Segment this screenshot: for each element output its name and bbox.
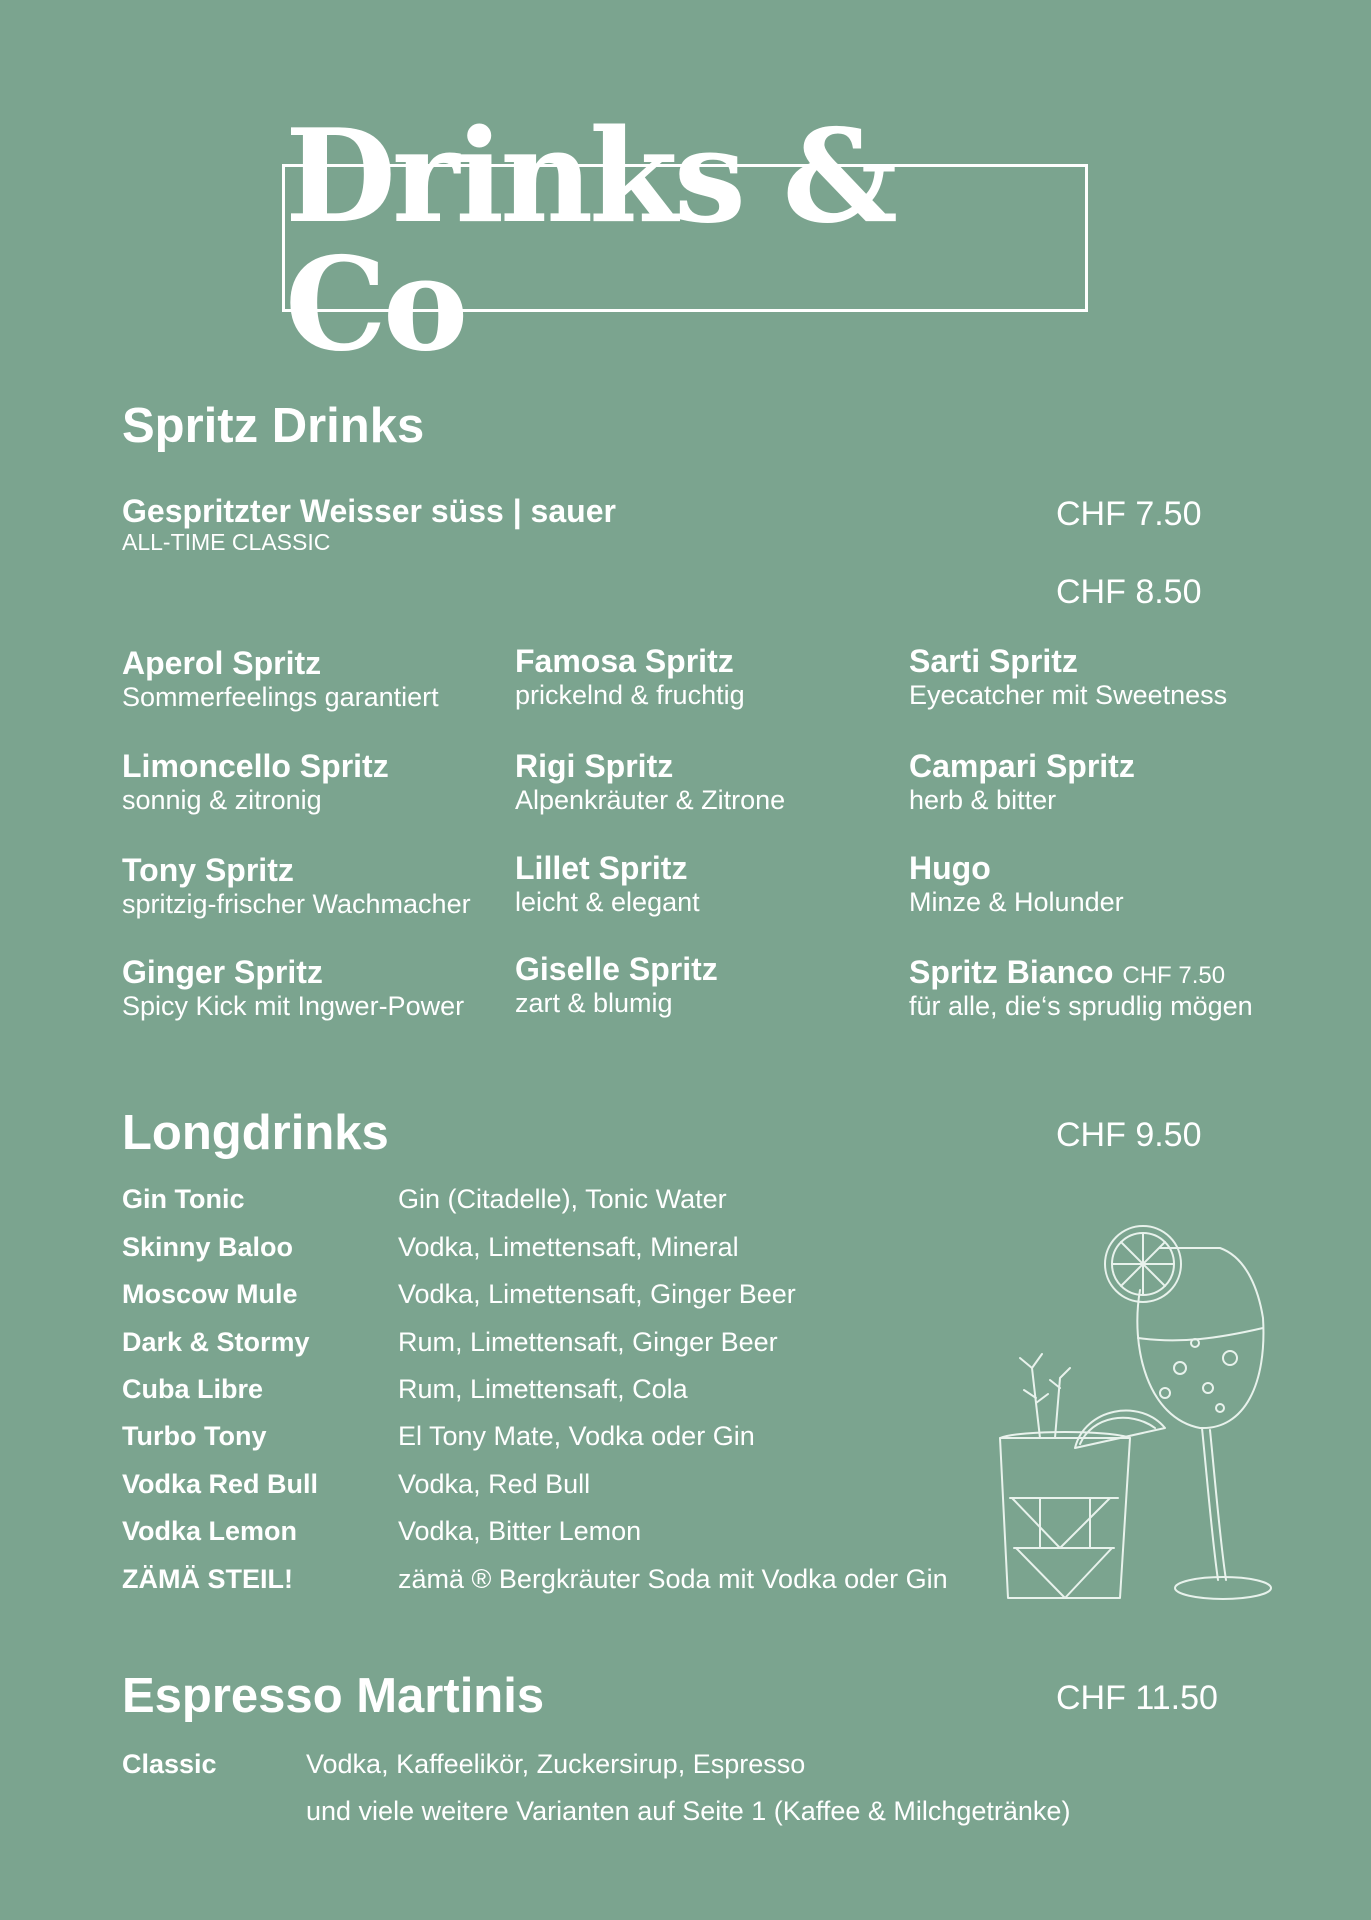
longdrinks-heading: Longdrinks: [122, 1106, 389, 1160]
spritz-item: [515, 851, 700, 919]
spritz-item: [909, 644, 1227, 712]
spritz-item-name: Aperol Spritz: [122, 645, 322, 681]
spritz-item-desc: Sommerfeelings garantiert: [122, 682, 439, 713]
spritz-item-name: Giselle Spritz: [515, 951, 718, 987]
gespritzter-desc: ALL-TIME CLASSIC: [122, 529, 331, 556]
spritz-item-desc: herb & bitter: [909, 785, 1057, 816]
longdrink-desc: Vodka, Bitter Lemon: [398, 1516, 642, 1546]
spritz-heading: Spritz Drinks: [122, 399, 425, 453]
longdrink-desc: Rum, Limettensaft, Cola: [398, 1374, 688, 1404]
spritz-item-name: Sarti Spritz: [909, 643, 1078, 679]
longdrink-name: Vodka Lemon: [122, 1516, 298, 1546]
spritz-item-name: Hugo: [909, 850, 991, 886]
spritz-item-name: Limoncello Spritz: [122, 748, 389, 784]
spritz-item: [515, 952, 718, 1020]
longdrink-name: Cuba Libre: [122, 1374, 264, 1404]
espresso-note: und viele weitere Varianten auf Seite 1 (Kaffee & Milchgetränke): [306, 1796, 1071, 1826]
spritz-item-name: Lillet Spritz: [515, 850, 688, 886]
gespritzter-price: CHF 7.50: [1056, 495, 1202, 533]
spritz-item-name: Spritz Bianco: [909, 954, 1114, 990]
spritz-item-name: Tony Spritz: [122, 852, 294, 888]
spritz-item-name: Campari Spritz: [909, 748, 1135, 784]
spritz-item-desc: Minze & Holunder: [909, 887, 1124, 918]
longdrink-name: Dark & Stormy: [122, 1327, 310, 1357]
longdrink-desc: zämä ® Bergkräuter Soda mit Vodka oder Gin: [398, 1564, 948, 1594]
spritz-item: [122, 955, 464, 1023]
spritz-item-desc: spritzig-frischer Wachmacher: [122, 889, 471, 920]
longdrink-desc: Rum, Limettensaft, Ginger Beer: [398, 1327, 778, 1357]
longdrink-name: Turbo Tony: [122, 1421, 267, 1451]
spritz-item-name: Famosa Spritz: [515, 643, 734, 679]
gespritzter-name: Gespritzter Weisser süss | sauer: [122, 493, 616, 529]
longdrink-desc: Vodka, Limettensaft, Mineral: [398, 1232, 739, 1262]
spritz-price: CHF 8.50: [1056, 573, 1202, 611]
spritz-item: [122, 749, 389, 817]
cocktail-glasses-illustration: [980, 1218, 1280, 1618]
longdrink-name: ZÄMÄ STEIL!: [122, 1564, 293, 1594]
spritz-item-desc: Eyecatcher mit Sweetness: [909, 680, 1228, 711]
spritz-item: [909, 851, 1124, 919]
spritz-item: [515, 644, 745, 712]
longdrink-desc: Vodka, Limettensaft, Ginger Beer: [398, 1279, 796, 1309]
longdrink-desc: El Tony Mate, Vodka oder Gin: [398, 1421, 755, 1451]
espresso-classic-desc: Vodka, Kaffeelikör, Zuckersirup, Espresso: [306, 1749, 806, 1779]
spritz-item-desc: sonnig & zitronig: [122, 785, 322, 816]
gespritzter-item: [122, 494, 616, 557]
longdrink-desc: Vodka, Red Bull: [398, 1469, 591, 1499]
longdrink-name: Gin Tonic: [122, 1184, 245, 1214]
longdrink-desc: Gin (Citadelle), Tonic Water: [398, 1184, 727, 1214]
spritz-item: [515, 749, 785, 817]
spritz-item: [122, 853, 471, 921]
spritz-item-desc: zart & blumig: [515, 988, 673, 1019]
espresso-classic-name: Classic: [122, 1749, 217, 1779]
title-frame: [282, 102, 1088, 380]
spritz-item-name-row: [909, 955, 1253, 990]
spritz-item-price: CHF 7.50: [1122, 962, 1226, 989]
spritz-item: [122, 646, 439, 714]
longdrinks-price: CHF 9.50: [1056, 1116, 1202, 1154]
spritz-item: [909, 955, 1253, 1023]
longdrink-name: Skinny Baloo: [122, 1232, 294, 1262]
spritz-item-name: Ginger Spritz: [122, 954, 323, 990]
espresso-heading: Espresso Martinis: [122, 1669, 545, 1723]
spritz-item-desc: leicht & elegant: [515, 887, 700, 918]
spritz-item-desc: Spicy Kick mit Ingwer-Power: [122, 991, 465, 1022]
spritz-item-desc: Alpenkräuter & Zitrone: [515, 785, 786, 816]
spritz-item-desc: prickelnd & fruchtig: [515, 680, 745, 711]
page-title: Drinks & Co: [285, 102, 894, 380]
spritz-item-desc: für alle, die‘s sprudlig mögen: [909, 991, 1253, 1022]
longdrink-name: Vodka Red Bull: [122, 1469, 319, 1499]
espresso-price: CHF 11.50: [1056, 1679, 1218, 1717]
longdrink-name: Moscow Mule: [122, 1279, 298, 1309]
spritz-item-name: Rigi Spritz: [515, 748, 674, 784]
spritz-item: [909, 749, 1135, 817]
